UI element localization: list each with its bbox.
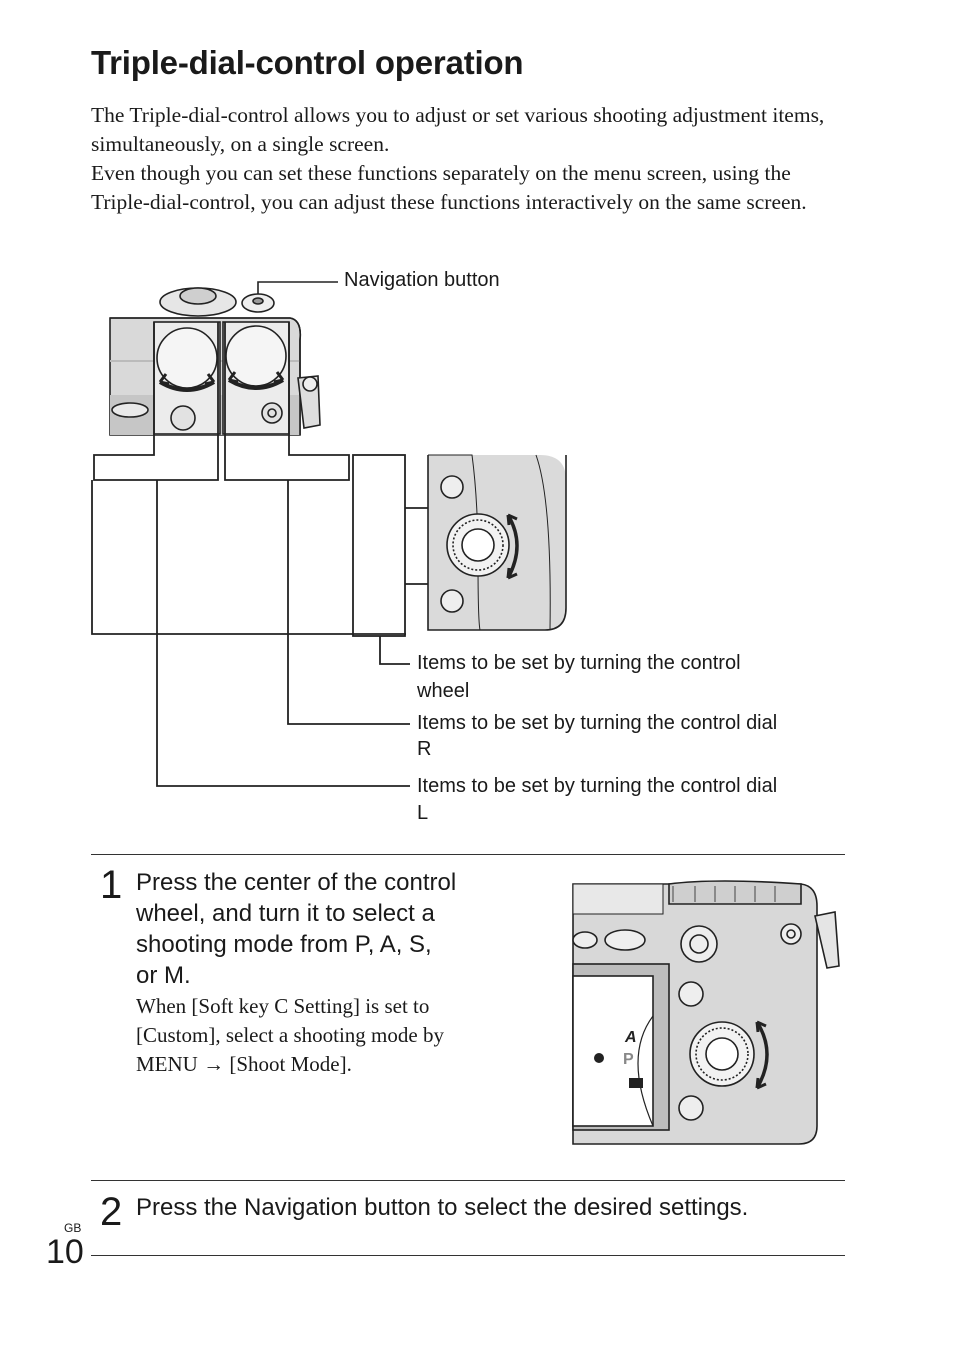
step-1-line: shooting mode from P, A, S, [136, 931, 432, 958]
shoot-mode-text: [Shoot Mode]. [229, 1052, 352, 1076]
step-1-note-line: When [Soft key C Setting] is set to [136, 994, 430, 1018]
step-1-instruction [136, 867, 456, 991]
step-1-divider [91, 854, 845, 855]
footer-divider [91, 1255, 845, 1256]
control-dial-l-label-line1: Items to be set by turning the control dial [417, 775, 778, 797]
intro-paragraph-1: The Triple-dial-control allows you to adjust or set various shooting adjustment items, simultaneously, on a single screen. [91, 103, 825, 156]
step-1-line: wheel, and turn it to select a [136, 900, 435, 927]
navigation-button-label: Navigation button [344, 269, 500, 291]
step-1-note-line [136, 1050, 444, 1079]
camera-mode-icon [629, 1078, 643, 1088]
step-1-line: or M. [136, 962, 191, 989]
region-code: GB [64, 1221, 82, 1235]
step-2-number: 2 [100, 1190, 123, 1234]
control-dial-l-label-line2: L [417, 802, 429, 824]
step-1-number: 1 [100, 863, 123, 907]
screen-mode-p: P [623, 1051, 634, 1068]
camera-back-illustration [428, 455, 566, 630]
menu-text: MENU [136, 1052, 198, 1076]
screen-mode-a: A [625, 1029, 637, 1046]
page-title: Triple-dial-control operation [91, 44, 524, 81]
step-2-divider [91, 1180, 845, 1181]
step-1-note-line: [Custom], select a shooting mode by [136, 1023, 444, 1047]
control-dial-r-label-line1: Items to be set by turning the control dial [417, 712, 778, 734]
camera-back-step1-illustration [565, 876, 850, 1156]
control-wheel-label-line1: Items to be set by turning the control [417, 652, 741, 674]
step-1-note [136, 992, 444, 1079]
control-wheel-label-line2: wheel [417, 680, 470, 702]
intro-paragraph-2: Even though you can set these functions separately on the menu screen, using the Triple-dial-control, you can adjust these functions interactively on the same screen. [91, 161, 807, 214]
navigation-button-callout [258, 282, 338, 294]
control-dial-r-label-line2: R [417, 738, 432, 760]
step-2-instruction: Press the Navigation button to select the desired settings. [136, 1194, 749, 1221]
page-number: 10 [46, 1233, 84, 1271]
arrow-right-icon: → [203, 1052, 225, 1076]
step-1-line: Press the center of the control [136, 869, 457, 896]
